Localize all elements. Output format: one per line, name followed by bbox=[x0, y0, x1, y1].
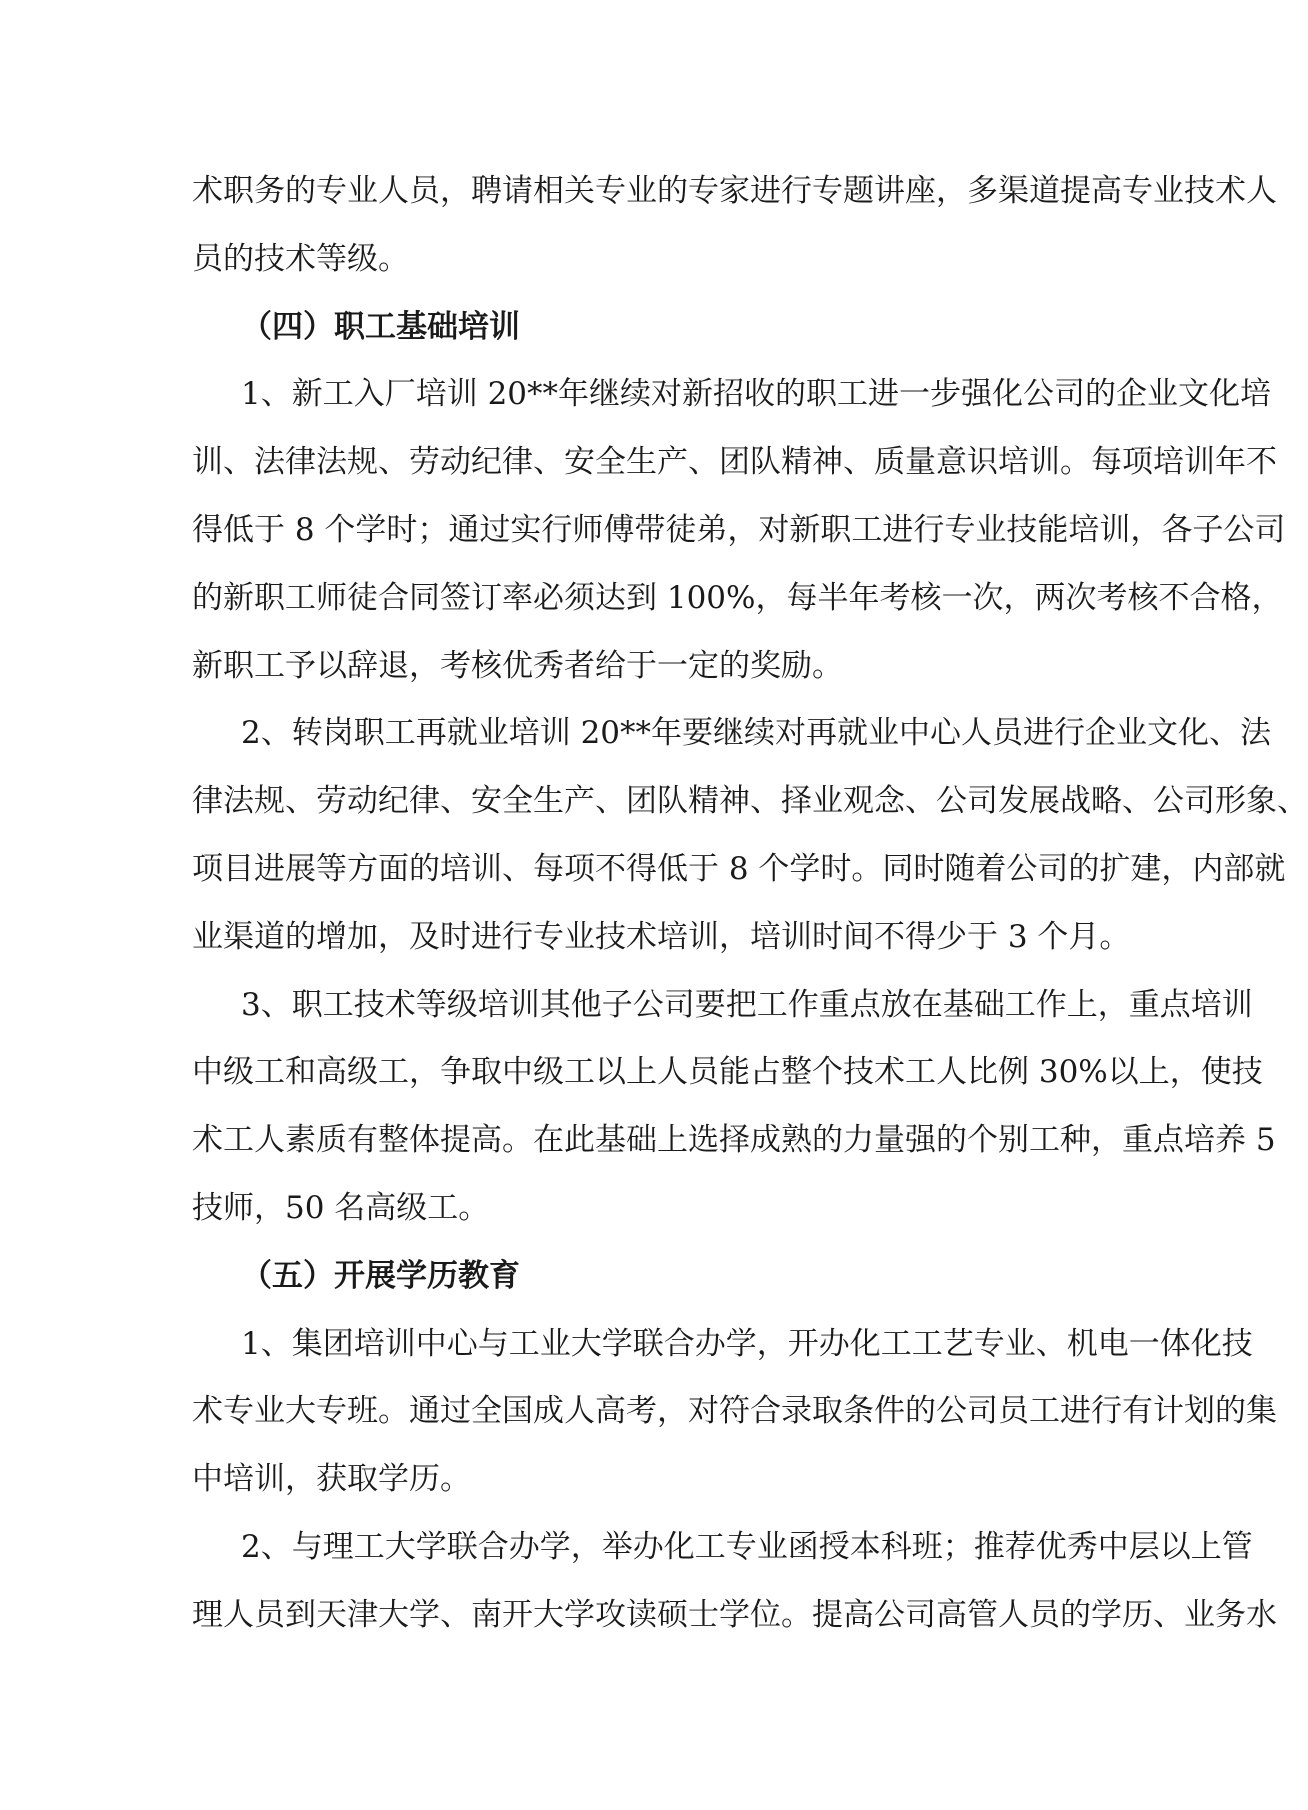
paragraph bbox=[192, 700, 1308, 971]
paragraph bbox=[192, 361, 1286, 700]
text-line: 的新职工师徒合同签订率必须达到 100%，每半年考核一次，两次考核不合格， bbox=[192, 579, 1283, 616]
text-line: 3、职工技术等级培训其他子公司要把工作重点放在基础工作上，重点培训 bbox=[241, 986, 1253, 1023]
paragraph bbox=[192, 158, 1277, 294]
paragraph bbox=[192, 972, 1276, 1243]
text-line: 术专业大专班。通过全国成人高考，对符合录取条件的公司员工进行有计划的集 bbox=[192, 1393, 1277, 1430]
heading-text: （五）开展学历教育 bbox=[241, 1257, 520, 1294]
text-line: 2、转岗职工再就业培训 20**年要继续对再就业中心人员进行企业文化、法 bbox=[241, 715, 1272, 752]
text-line: 中级工和高级工，争取中级工以上人员能占整个技术工人比例 30%以上，使技 bbox=[192, 1054, 1263, 1091]
document-page-body bbox=[192, 158, 1308, 1650]
text-line: 1、集团培训中心与工业大学联合办学，开办化工工艺专业、机电一体化技 bbox=[241, 1325, 1253, 1362]
heading-text: （四）职工基础培训 bbox=[241, 308, 520, 345]
text-line: 员的技术等级。 bbox=[192, 240, 409, 277]
text-line: 律法规、劳动纪律、安全生产、团队精神、择业观念、公司发展战略、公司形象、 bbox=[192, 783, 1308, 820]
text-line: 项目进展等方面的培训、每项不得低于 8 个学时。同时随着公司的扩建，内部就 bbox=[192, 850, 1286, 887]
section-heading bbox=[192, 1243, 1094, 1311]
text-line: 1、新工入厂培训 20**年继续对新招收的职工进一步强化公司的企业文化培 bbox=[241, 376, 1272, 413]
text-line: 新职工予以辞退，考核优秀者给于一定的奖励。 bbox=[192, 647, 843, 684]
text-line: 业渠道的增加，及时进行专业技术培训，培训时间不得少于 3 个月。 bbox=[192, 918, 1131, 955]
paragraph bbox=[192, 1514, 1277, 1650]
text-line: 2、与理工大学联合办学，举办化工专业函授本科班；推荐优秀中层以上管 bbox=[241, 1528, 1253, 1565]
text-line: 术工人素质有整体提高。在此基础上选择成熟的力量强的个别工种，重点培养 5 bbox=[192, 1122, 1276, 1159]
text-line: 理人员到天津大学、南开大学攻读硕士学位。提高公司高管人员的学历、业务水 bbox=[192, 1596, 1277, 1633]
section-heading bbox=[192, 294, 1094, 362]
text-line: 术职务的专业人员，聘请相关专业的专家进行专题讲座，多渠道提高专业技术人 bbox=[192, 173, 1277, 209]
text-line: 训、法律法规、劳动纪律、安全生产、团队精神、质量意识培训。每项培训年不 bbox=[192, 444, 1277, 481]
text-line: 技师，50 名高级工。 bbox=[192, 1189, 490, 1226]
text-line: 得低于 8 个学时；通过实行师傅带徒弟，对新职工进行专业技能培训，各子公司 bbox=[192, 511, 1286, 548]
text-line: 中培训，获取学历。 bbox=[192, 1461, 471, 1498]
paragraph bbox=[192, 1311, 1277, 1514]
